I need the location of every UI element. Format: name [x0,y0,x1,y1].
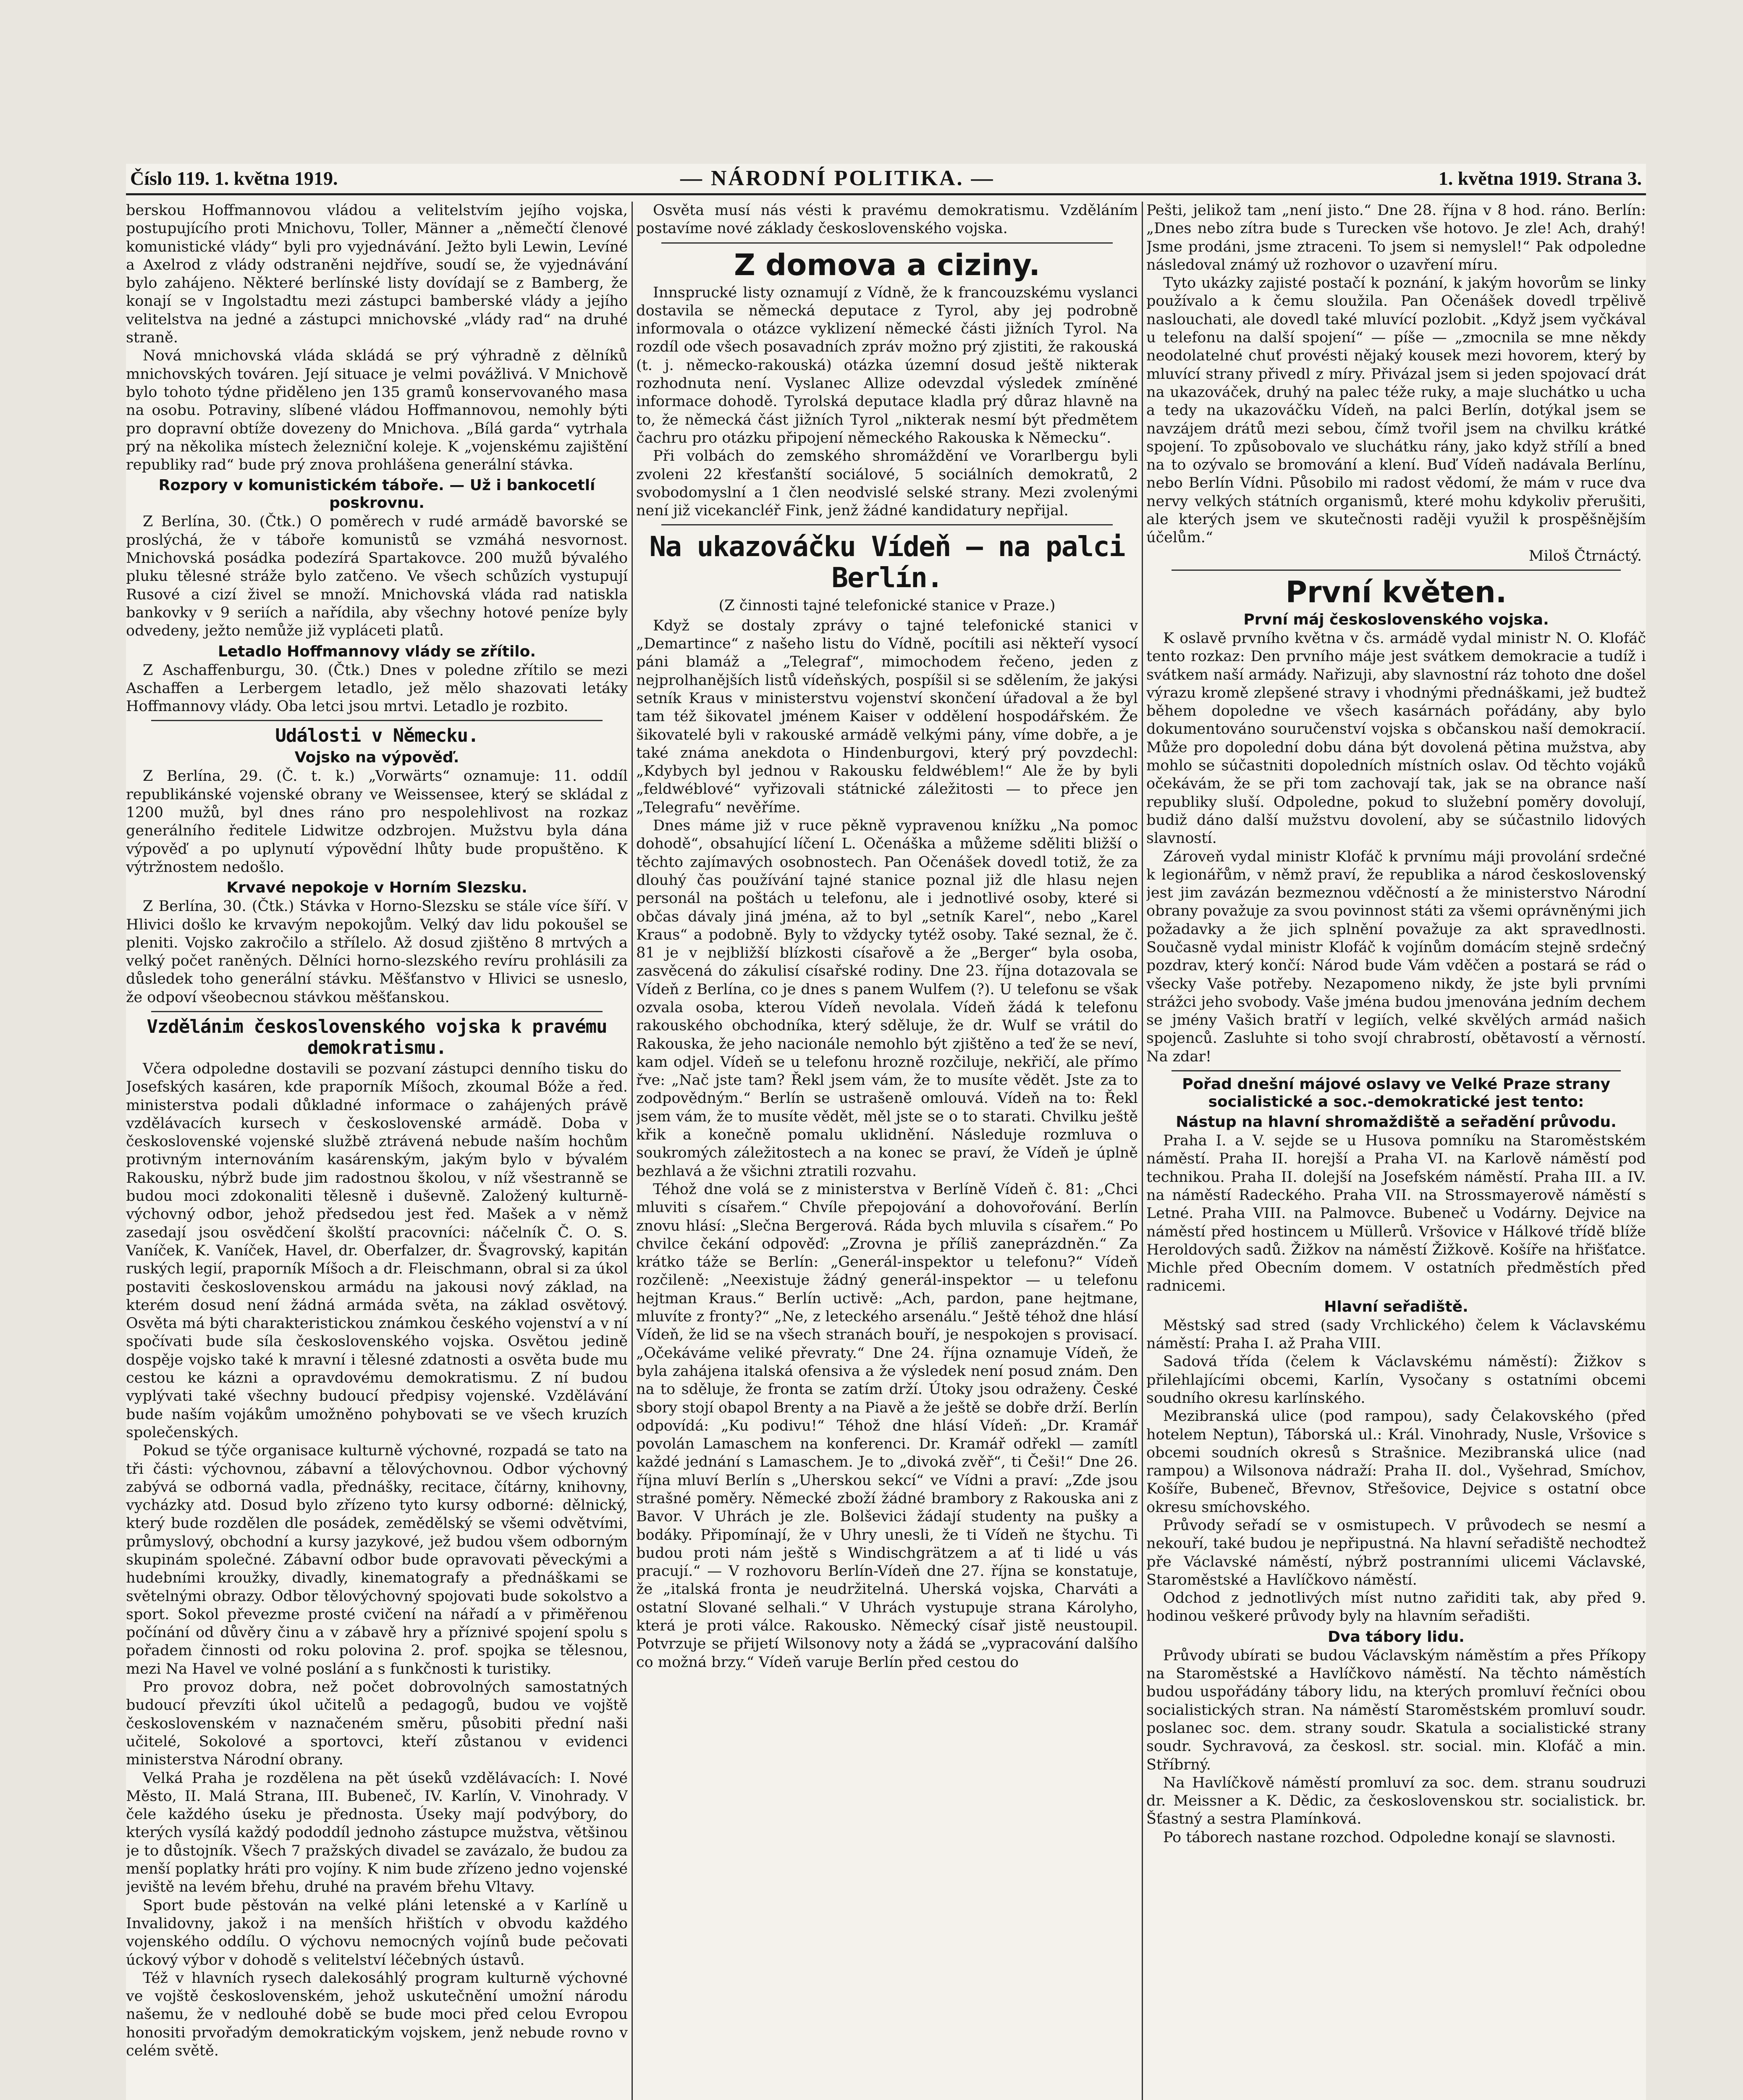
paragraph: Sport bude pěstován na velké pláni letenské a v Karlíně u Invalidovny, jakož i na menších hřištích v obvodu každého vojenského oddílu. O výchovu nemocných vojínů bude pečovati úckový výbor v dohodě s velitelství léčebných ústavů. [126,1897,628,1969]
paragraph: Z Berlína, 29. (Č. t. k.) „Vorwärts“ oznamuje: 11. oddíl republikánské vojenské obrany ve Weissensee, který se skládal z 1200 mužů, byl dnes ráno pro nespolehlivost na rozkaz generálního ředitele Lidwitze odzbrojen. Mužstvu byla dána výpověď a po uplynutí výpovědní lhůty bude propuštěno. K výtržnostem nedošlo. [126,768,628,876]
masthead: — NÁRODNÍ POLITIKA. — [680,166,995,190]
paragraph: Včera odpoledne dostavili se pozvaní zástupci denního tisku do Josefských kasáren, kde praporník Míšoch, zkoumal Bóže a řed. ministerstva podali důkladné informace o zahájených právě vzdělávacích kursech v československé armádě. Doba v československé vojenské službě ztrávená nebude naším hochům protivným internováním kasárenským, jakým bylo v bývalém Rakousku, nýbrž bude jim radostnou školou, v níž všestranně se budou moci zdokonaliti tělesně i duševně. Založený kulturně-výchovný odbor, jehož předsedou jest řed. Mašek a v němž zasedají jsou osvědčení školští pracovníci: náčelník Č. O. S. Vaníček, K. Vaníček, Havel, dr. Oberfalzer, dr. Švagrovský, kapitán ruských legií, praporník Míšoch a dr. Fleischmann, obral si za úkol postaviti československou armádu na jakousi nový základ, na kterém dosud není žádná armáda světa, na základ osvětový. Osvěta má býti charakteristickou známkou českého vojenství a v ní spočívati bude síla československého vojska. Osvětou jedině dospěje vojsko také k mravní i tělesné zdatnosti a osvěta bude mu cestou ke kázni a opravdovému demokratismu. Z ní budou vyplývati také všechny budoucí předpisy vojenské. Vzdělávání bude naším vojákům umožněno pohybovati se ve všech kruzích společenských. [126,1060,628,1441]
paragraph: Z Aschaffenburgu, 30. (Čtk.) Dnes v poledne zřítilo se mezi Aschaffen a Lerbergem letadlo, jež mělo shazovati letáky Hoffmannovy vlády. Oba letci jsou mrtvi. Letadlo je rozbito. [126,662,628,715]
headline-nastup: Nástup na hlavní shromaždiště a seřadění průvodu. [1176,1113,1617,1131]
column-rule [632,202,633,2100]
paragraph: Též v hlavních rysech dalekosáhlý program kulturně výchovné ve vojště československém, jehož uskutečnění umožní národu našemu, že v nedlouhé době se bude moci před celou Evropou honositi prvořadým demokratickým vojskem, jenž nebude rovno v celém světě. [126,1969,628,2060]
paragraph: Odchod z jednotlivých míst nutno zařiditi tak, aby před 9. hodinou veškeré průvody byly na hlavním seřadišti. [1146,1590,1646,1625]
paragraph: Tyto ukázky zajisté postačí k poznání, k jakým hovorům se linky používalo a k čemu sloužila. Pan Očenášek dovedl trpělivě naslouchati, ale dovedl také mluvící pozlobit. „Když jsem vyčkával u telefonu na další spojení“ — píše — „zmocnila se mne někdy neodolatelné chuť provésti nějaký kousek mezi hovorem, který by mluvící strany přivedl z míry. Přivázal jsem si jeden spojovací drát na ukazováček, druhý na palec téže ruky, a maje sluchátko u ucha a tedy na ukazováčku Vídeň, na palci Berlín, dotýkal jsem se navzájem drátů mezi sebou, čímž tvořil jsem na chvilku krátké spojení. To způsobovalo ve sluchátku rány, jako když střílí a bned na to ozývalo se bromování a klení. Buď Vídeň nadávala Berlínu, nebo Berlín Vídni. Působilo mi radost vědomí, že mám v ruce dva nervy velkých státních organismů, které mohu kdykoliv přerušiti, ale kterých jsem ve skutečnosti raději využil k prospěšnějším účelům.“ [1146,275,1646,546]
headline-hlavni: Hlavní seřadiště. [1324,1298,1468,1315]
paragraph: Nová mnichovská vláda skládá se prý výhradně z dělníků mnichovských továren. Její situace je velmi povážlivá. V Mnichově bylo tohoto týdne přiděleno jen 135 gramů konservovaného masa na osobu. Potraviny, slíbené vládou Hoffmannovou, nemohly býti pro dopravní obtíže dovezeny do Mnichova. „Bílá garda“ vytrhala prý na několika místech železniční koleje. K „vojenskému zajištění republiky rad“ bude prý znova prohlášena generální stávka. [126,347,628,474]
paragraph: K oslavě prvního května v čs. armádě vydal ministr N. O. Klofáč tento rozkaz: Den prvního máje jest svátkem demokracie a tudíž i svátkem naší armády. Nařizuji, aby slavnostní ráz tohoto dne došel výrazu kromě zlepšené stravy i vhodnými přednáškami, jež budtež během dopoledne ve všech kasárnách pořádány, aby bylo dokumentováno souručenství vojska s občanskou naší demokracií. Může pro dopolední dobu dána být dovolená pětina mužstva, aby mohlo se súčastniti dopoledních místních oslav. Od těchto vojáků očekávám, že se při tom zachovají tak, jak se na obrance naší republiky sluší. Odpoledne, pokud to služební poměry dovolují, budiž dáno další mužstvu dovolení, aby se súčastnilo lidových slavností. [1146,630,1646,847]
headline-nepokoje: Krvavé nepokoje v Horním Slezsku. [226,879,527,897]
page-header [126,164,1646,195]
headline-vojsko: Vojsko na výpověď. [294,749,459,766]
paragraph: Po táborech nastane rozchod. Odpoledne konají se slavnosti. [1163,1829,1616,1846]
paragraph: Dnes máme již v ruce pěkně vypravenou knížku „Na pomoc dohodě“, obsahující líčení L. Očenáška a můžeme sděliti bližší o těchto zajímavých osobnostech. Pan Očenášek dovedl totiž, že za dlouhý čas používání tajné stanice poznal již dle hlasu nejen personál na poštách u telefonu, ale i jednotlivé osoby, které si občas dávaly jiná jména, až to byl „setník Karel“, nebo „Karel Kraus“ a podobně. Byly to vždycky tytéž osoby. Také seznal, že č. 81 je v nejbližší blízkosti císařově a že „Berger“ byla osoba, zasvěcená do zákulisí císařské rodiny. Dne 23. října dotazovala se Vídeň z Berlína, co je dnes s panem Wulfem (?). U telefonu se však ozvala osoba, kterou Vídeň nevolala. Vídeň žádá k telefonu rakouského obchodníka, který sděluje, že dr. Wulf se vrátil do Rakouska, že jeho nacionále nemohlo být zjištěno a teď že se neví, kam odjel. Vídeň se u telefonu hrozně rozčiluje, nekřičí, ale přímo řve: „Nač jste tam? Řekl jsem vám, že to musíte vědět. Jste za to zodpovědným.“ Berlín se ustrašeně omlouvá. Vídeň na to: Řekl jsem vám, že to musíte vědět, měl jste se o to starati. Chvilku ještě křik a konečně pomalu uklidnění. Následuje rozmluva o soukromých záležitostech a na konec se praví, že Vídeň je úplně bezhlavá a že všichni ztratili rozvahu. [636,817,1138,1180]
headline-letadlo: Letadlo Hoffmannovy vlády se zřítilo. [218,643,536,660]
column-3 [1146,202,1646,2100]
issue-date: Číslo 119. 1. května 1919. [130,168,338,189]
subtitle: (Z činnosti tajné telefonické stanice v Praze.) [718,597,1056,614]
headline-vzdelanim: Vzdělánim československého vojska k pravému demokratismu. [147,1016,607,1058]
paragraph: Z Berlína, 30. (Čtk.) Stávka v Horno-Slezsku se stále více šíří. V Hlivici došlo ke krvavým nepokojům. Velký dav lidu pokoušel se pleniti. Vojsko zakročilo a střílelo. Až dosud zjištěno 8 mrtvých a velký počet raněných. Dělníci horno-slezského revíru prohlásili za důsledek toho generální stávku. Měšťanstvo v Hlivici se usneslo, že odpoví všeobecnou stávkou měšťanskou. [126,898,628,1006]
divider [661,524,1113,525]
divider [1172,570,1621,571]
paragraph: Zároveň vydal ministr Klofáč k prvnímu máji provolání srdečné k legionářům, v němž praví, že republika a národ československý jest jim zavázán bezmeznou vděčností a že ministerstvo Národní obrany považuje za svou povinnost státi za všemi oprávněnými jich požadavky a že jich splnění považuje za akt spravedlnosti. Současně vydal ministr Klofáč k vojínům domácím stejně srdečný pozdrav, který končí: Národ bude Vám vděčen a postará se rád o všecky Vaše potřeby. Nezapomeno nikdy, že jste byli prvními strážci jeho svobody. Vaše jména budou jmenována jedním dechem se jmény Vašich bratří v legiích, velké skvělých armád našich spojenců. Zasluhte si toho svojí chrabrostí, obětavostí a věrností. Na zdar! [1146,848,1646,1065]
headline-ukazovacku: Na ukazováčku Vídeň — na palci Berlín. [649,530,1125,594]
column-2 [636,202,1138,2100]
paragraph: Mezibranská ulice (pod rampou), sady Čelakovského (před hotelem Neptun), Táborská ul.: Král. Vinohrady, Nusle, Vršovice s obcemi soudních okresů s Strašnice. Mezibranská ulice (nad rampou) a Wilsonova nádraží: Praha II. dol., Vyšehrad, Smíchov, Košíře, Bubeneč, Břevnov, Střešovice, Dejvice s ostatní obce okresu smíchovského. [1146,1408,1646,1516]
newspaper-page [126,164,1646,2100]
paragraph: Téhož dne volá se z ministerstva v Berlíně Vídeň č. 81: „Chci mluviti s císařem.“ Chvíle přepojování a dohovořování. Berlín znovu hlásí: „Slečna Bergerová. Ráda bych mluvila s císařem.“ Po chvilce čekání odpověď: „Zrovna je příliš zaneprázdněn.“ Za krátko táže se Berlín: „Generál-inspektor u telefonu?“ Vídeň rozčileně: „Neexistuje žádný generál-inspektor — u telefonu hejtman Kraus.“ Berlín uctivě: „Ach, pardon, pane hejtmane, mluvíte z fronty?“ „Ne, z leteckého arsenálu.“ Ještě téhož dne hlásí Vídeň, že lid se na všech stranách bouří, je nespokojen s provisací. „Očekáváme veliké převraty.“ Dne 24. října oznamuje Vídeň, že byla zahájena italská ofensiva a že výsledek není posud znám. Den na to sděluje, že fronta se zatím drží. Útoky jsou odraženy. České sbory stojí obapol Brenty a na Piavě a že ještě se dobře drží. Berlín odpovídá: „Ku podivu!“ Téhož dne hlásí Vídeň: „Dr. Kramář povolán Lamaschem na konferenci. Dr. Kramář odřekl — zamítl každé jednání s Lamaschem. Je to „divoká zvěř“, ti Češi!“ Dne 26. října mluví Berlín s „Uherskou sekcí“ ve Vídni a praví: „Zde jsou strašné poměry. Německé zboží žádné brambory z Rakouska ani z Bavor. V Uhrách je zle. Bolševici žádají studenty na pušky a bodáky. Připomínají, že v Uhry unesli, že ti Vídeň ne štychu. Ti budou proti nám ještě s Windischgrätzem a ať ti lidé u vás pracují.“ — V rozhovoru Berlín-Vídeň dne 27. října se konstatuje, že „italská fronta je neudržitelná. Uherská vojska, Charváti a ostatní Slované selhali.“ V Uhrách vystupuje strana Károlyho, která je proti válce. Rakousko. Německý císař jistě neustoupil. Potvrzuje se přijetí Wilsonovy noty a žádá se „vypracování dalšího co možná brzy.“ Vídeň varuje Berlín před cestou do [636,1181,1138,1671]
column-1 [126,202,628,2100]
divider [661,242,1113,244]
paragraph: Z Berlína, 30. (Čtk.) O poměrech v rudé armádě bavorské se proslýchá, že v táboře komunistů se vzmáhá nesvornost. Mnichovská posádka podezírá Spartakovce. 200 mužů bývalého pluku tělesné stráže bylo zatčeno. Ve všech schůzích vystupují Rusové a cizí živel se množí. Mnichovská vláda rad natiskla bankovky v 9 seriích a nařídila, aby všechny hotové peníze byly odvedeny, ježto nemůže již vypláceti platů. [126,513,628,640]
paragraph: Velká Praha je rozdělena na pět úseků vzdělávacích: I. Nové Město, II. Malá Strana, III. Bubeneč, IV. Karlín, V. Vinohrady. V čele každého úseku je přednosta. Úseky mají podvýbory, do kterých vysílá každý pododdíl jednoho zástupce mužstva, většinou je to důstojník. Všech 7 pražských divadel se zavázalo, že budou za menší poplatky hráti pro vojíny. K nim bude zřízeno jedno vojenské jeviště na levém břehu, druhé na pravém břehu Vltavy. [126,1769,628,1896]
paragraph: Innsprucké listy oznamují z Vídně, že k francouzskému vyslanci dostavila se německá deputace z Tyrol, aby jej podrobně informovala o otázce vyklizení německé části jižních Tyrol. Na rozdíl ode všech posavadních zpráv možno prý zjistiti, že rakouská (t. j. německo-rakouská) otázka územní dosud ještě nikterak rozhodnuta není. Vyslanec Allize odevzdal výsledek zmíněné informace dohodě. Tyrolská deputace kladla prý důraz hlavně na to, že německá část jižních Tyrol „nikterak nesmí být předmětem čachru pro otázku připojení německého Rakouska k Německu“. [636,284,1138,446]
headline-kveten: První květen. [1285,575,1507,609]
headline-maj: První máj československého vojska. [1243,611,1549,628]
headline-udalosti: Události v Německu. [275,725,479,747]
headline-rozpory: Rozpory v komunistickém táboře. — Už i bankocetlí poskrovnu. [158,477,595,512]
headline-domova: Z domova a ciziny. [734,247,1041,282]
paragraph: Pro provoz dobra, než počet dobrovolných samostatných budoucí převzíti úkol učitelů a pedagogů, budou ve vojště československém v naznačeném směru, působiti přední naši učitelé, Sokolové a sportovci, kteří zůstanou v evidenci ministerstva Národní obrany. [126,1679,628,1769]
paragraph: Průvody ubírati se budou Václavským náměstím a přes Příkopy na Staroměstské a Havlíčkovo náměstí. Na těchto náměstích budou uspořádány tábory lidu, na kterých promluví řečníci obou socialistických stran. Na náměstí Staroměstském promluví soudr. poslanec soc. dem. strany soudr. Skatula a socialistické strany soudr. Sychravová, za českosl. str. social. min. Klofáč a min. Stříbrný. [1146,1647,1646,1773]
paragraph: Na Havlíčkově náměstí promluví za soc. dem. stranu soudruzi dr. Meissner a K. Dědic, za československou str. socialistick. br. Šťastný a sestra Plamínková. [1146,1774,1646,1828]
column-rule [1142,202,1143,2100]
divider [151,720,603,721]
paragraph: Průvody seřadí se v osmistupech. V průvodech se nesmí a nekouří, také budou je nepřipustná. Na hlavní seřadiště nechodtež pře Václavské náměstí, nýbrž postranními ulicemi Václavské, Staroměstské a Havlíčkovo náměstí. [1146,1517,1646,1588]
paragraph: berskou Hoffmannovou vládou a velitelstvím jejího vojska, postupujícího proti Mnichovu, Toller, Männer a „němečtí členové komunistické vlády“ byli pro vyjednávání. Ježto byli Lewin, Levíné a Axelrod z vlády odstraněni nejdříve, soudí se, že vyjednávání bylo zahájeno. Některé berlínské listy dovídají se z Bamberg, že konají se v Ingolstadtu mezi zástupci bamberské vlády a jejího velitelstva na jedné a zástupci mnichovské „vlády rad“ na druhé straně. [126,202,628,346]
paragraph: Sadová třída (čelem k Václavskému náměstí): Žižkov s přilehlajícími obcemi, Karlín, Vysočany s ostatními obcemi soudního okresu karlínského. [1146,1353,1646,1407]
paragraph: Když se dostaly zprávy o tajné telefonické stanici v „Demartince“ z našeho listu do Vídně, pocítili asi někteří vysocí páni blamáž a „Telegraf“, mimochodem řečeno, jeden z nejprolhanějších listů vídeňských, pospíšil si se sdělením, že jakýsi setník Kraus v ministerstvu vojenství skončení úřadoval a že byl tam též šikovatel jménem Kaiser v oddělení hospodářském. Že šikovatelé byli v rakouské armádě velkými pány, víme dobře, a je také známa anekdota o Hindenburgovi, který prý povzdechl: „Kdybych byl jednou v Rakousku feldwéblem!“ Ale že by byli „feldwéblové“ vyřizovali státnické záležitosti — to přece jen „Telegrafu“ nevěříme. [636,617,1138,816]
divider [151,1011,603,1012]
paragraph: Při volbách do zemského shromáždění ve Vorarlbergu byli zvoleni 22 křesťanští sociálové, 5 sociálních demokratů, 2 svobodomyslní a 1 člen neodvislé selské strany. Mezi zvolenými není již vicekancléř Fink, jenž žádné kandidatury nepřijal. [636,448,1138,520]
paragraph: Pokud se týče organisace kulturně výchovné, rozpadá se tato na tři části: výchovnou, zábavní a tělovýchovnou. Odbor výchovný zabývá se odborná vadla, přednášky, recitace, čítárny, knihovny, vycházky atd. Dosud bylo zřízeno tyto kursy odborné: dělnický, který bude rozdělen dle posádek, zemědělský se všemi odvětvími, průmyslový, obchodní a kursy jazykové, jež budou všem odborným skupinám společné. Zábavní odbor bude opravovati pěveckými a hudebními kroužky, divadly, kinematografy a přednáškami se světelnými obrazy. Odbor tělovýchovný spojovati bude sokolstvo a sport. Sokol převezme prosté cvičení na nářadí a v přiměřenou počínání od důvěry činu a v zábavě hry a příznivé spojení spolu s pořadem činnosti od roku polovina 2. prof. spojka se tělesnou, mezi Na Havel ve volné poslání a s funkčnosti k turistiky. [126,1442,628,1677]
paragraph: Městský sad stred (sady Vrchlického) čelem k Václavskému náměstí: Praha I. až Praha VIII. [1146,1317,1646,1352]
divider [1172,1070,1621,1071]
paragraph: Praha I. a V. sejde se u Husova pomníku na Staroměstském náměstí. Praha II. horejší a Praha VI. na Karlově náměstí pod technikou. Praha II. dolejší na Josefském náměstí. Praha III. a IV. na náměstí Radeckého. Praha VII. na Strossmayerově náměstí s Letné. Praha VIII. na Palmovce. Bubeneč u Vodárny. Dejvice na náměstí před hostincem u Müllerů. Vršovice v Hálkové třídě blíže Heroldových sadů. Žižkov na náměstí Žižkově. Košíře na hřišťatce. Michle před Obecním domem. V ostatních předměstích před radnicemi. [1146,1132,1646,1295]
page-number: 1. května 1919. Strana 3. [1438,168,1642,189]
signature: Miloš Čtrnáctý. [1528,547,1642,564]
headline-porad: Pořad dnešní májové oslavy ve Velké Praze strany socialistické a soc.-demokratické jest tento: [1182,1076,1610,1111]
paragraph: Osvěta musí nás vésti k pravému demokratismu. Vzděláním postavíme nové základy československého vojska. [636,202,1138,237]
headline-tabory: Dva tábory lidu. [1328,1628,1465,1646]
paragraph: Pešti, jelikož tam „není jisto.“ Dne 28. října v 8 hod. ráno. Berlín: „Dnes nebo zítra bude s Turecken vše hotovo. Je zle! Ach, drahý! Jsme prodáni, jsme ztraceni. To jsem si nemyslel!“ Pak odpoledne následoval známý už rozhovor o uzavření míru. [1146,202,1646,273]
